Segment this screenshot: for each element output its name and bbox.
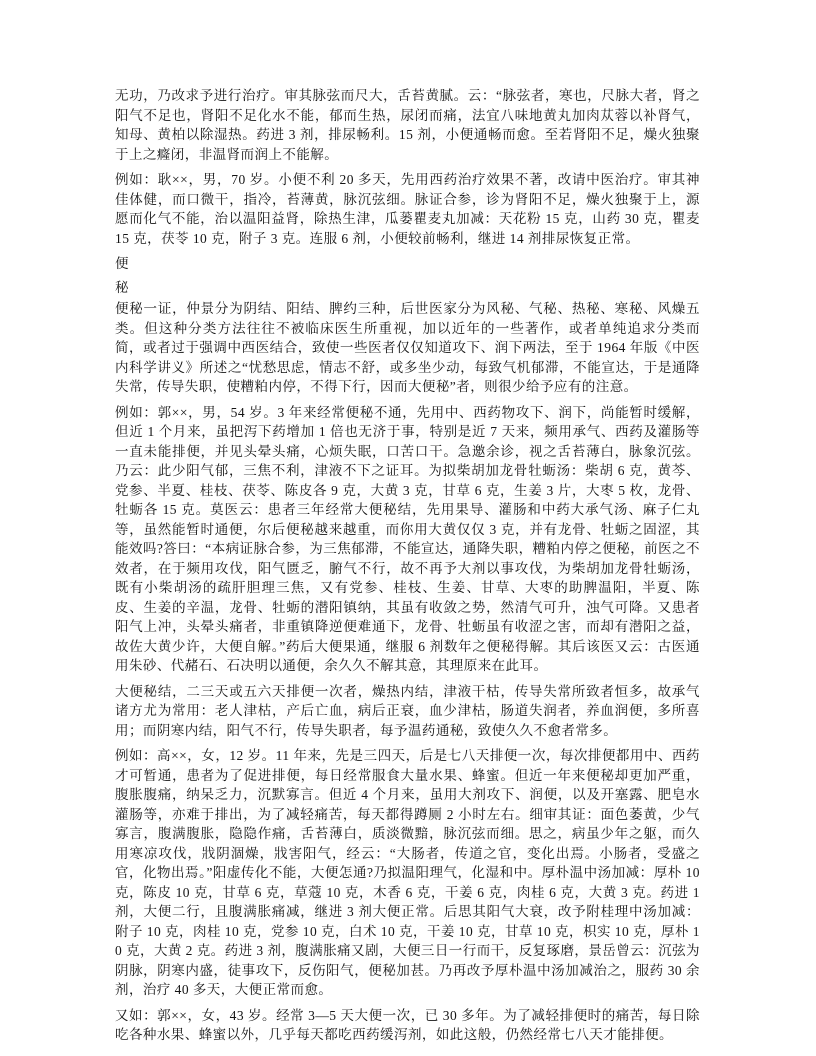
paragraph-constipation-intro: 便秘一证，仲景分为阴结、阳结、脾约三种，后世医家分为风秘、气秘、热秘、寒秘、风燥五类。但这种分类方法往往不被临床医生所重视，加以近年的一些著作，或者单纯追求分类而简，或者过于强调中西医结合，致使一些医者仅仅知道攻下、润下两法，至于 1964 年版《中医内科学讲义》所述之“忧愁思虑，情志不舒，或多坐少动，每致气机郁滞，不能宣达，于是通降失常，传导失职，使糟粕内停，不得下行，因而大便秘”者，则很少给予应有的注意。 — [115, 301, 700, 394]
paragraph-constipation-discussion: 大便秘结，二三天或五六天排便一次者，燥热内结，津液干枯，传导失常所致者恒多，故承气诸方尤为常用：老人津枯，产后亡血，病后正衰，血少津枯，肠道失润者，养血润便，多所喜用；而阴寒内结，阳气不行，传导失职者，每予温药通秘，致使久久不愈者常多。 — [115, 683, 700, 738]
paragraph-case-geng: 例如：耿××，男，70 岁。小便不利 20 多天，先用西药治疗效果不著，改请中医治疗。审其神佳体健，而口微干，指冷，苔薄黄，脉沉弦细。脉证合参，诊为肾阳不足，燥火独聚于上，源愿而化气不能，治以温阳益肾，除热生津，瓜蒌瞿麦丸加减：天花粉 15 克，山药 30 克，瞿麦 15 克，茯苓 10 克，附子 3 克。连服 6 剂，小便较前畅利，继进 14 剂排尿恢复正常。 — [115, 172, 700, 246]
paragraph-urinary-case-conclusion: 无功，乃改求予进行治疗。审其脉弦而尺大，舌苔黄腻。云：“脉弦者，寒也，尺脉大者，肾之阳气不足也，肾阳不足化水不能，郁而生热，尿闭而痛，法宜八味地黄丸加肉苁蓉以补肾气，知母、黄柏以除湿热。药进 3 剂，排尿畅利。15 剂，小便通畅而愈。至若肾阳不足，燥火独聚于上之癃闭，非温肾而润上不能解。 — [115, 88, 700, 162]
paragraph-case-gao: 例如：高××，女，12 岁。11 年来，先是三四天，后是七八天排便一次，每次排便都用中、西药才可暂通，患者为了促进排便，每日经常服食大量水果、蜂蜜。但近一年来便秘却更加严重，腹胀腹痛，纳呆乏力，沉默寡言。但近 4 个月来，虽用大剂攻下、润便，以及开塞露、肥皂水灌肠等，亦难于排出，为了减轻痛苦，每天都得蹲厕 2 小时左右。细审其证：面色萎黄，少气寡言，腹满腹胀，隐隐作痛，舌苔薄白，质淡微黯，脉沉弦而细。思之，病虽少年之躯，而久用寒凉攻伐，戕阴涸燥，戕害阳气，经云：“大肠者，传道之官，变化出焉。小肠者，受盛之官，化物出焉。”阳虚传化不能，大便怎通?乃拟温阳理气，化湿和中。厚朴温中汤加减：厚朴 10 克，陈皮 10 克，甘草 6 克，草蔻 10 克，木香 6 克，干姜 6 克，肉桂 6 克，大黄 3 克。药进 1 剂，大便二行，且腹满胀痛减，继进 3 剂大便正常。后思其阳气大衰，改予附桂理中汤加减：附子 10 克，肉桂 10 克，党参 10 克，白术 10 克，干姜 10 克，甘草 10 克，枳实 10 克，厚朴 10 克，大黄 2 克。药进 3 剂，腹满胀痛又剧，大便三日一行而干，反复琢磨，景岳曾云：沉弦为阴脉，阴寒内盛，徒事攻下，反伤阳气，便秘加甚。乃再改予厚朴温中汤加减治之，服药 30 余剂，治疗 40 多天，大便正常而愈。 — [115, 748, 700, 997]
chapter-heading-char-2: 秘 — [115, 279, 129, 295]
chapter-heading-char-1: 便 — [115, 256, 129, 271]
paragraph-case-guo-female: 又如：郭××，女，43 岁。经常 3—5 天大便一次，已 30 多年。为了减轻排便时的痛苦，每日除吃各种水果、蜂蜜以外，几乎每天都吃西药缓泻剂，如此这般，仍然经常七八天才能排便。 — [115, 1007, 700, 1042]
paragraph-case-guo-male: 例如：郭××，男，54 岁。3 年来经常便秘不通，先用中、西药物攻下、润下，尚能暂时缓解，但近 1 个月来，虽把泻下药增加 1 倍也无济于事，特别是近 7 天来，频用承气、西药及灌肠等一直未能排便，并见头晕头痛，心烦失眠，口苦口干。急邀余诊，视之舌苔薄白，脉象沉弦。乃云：此少阳气郁，三焦不利，津液不下之证耳。为拟柴胡加龙骨牡蛎汤：柴胡 6 克，黄芩、党参、半夏、桂枝、茯苓、陈皮各 9 克，大黄 3 克，甘草 6 克，生姜 3 片，大枣 5 枚，龙骨、牡蛎各 15 克。莫医云：患者三年经常大便秘结，先用果导、灌肠和中药大承气汤、麻子仁丸等，虽然能暂时通便，尔后便秘越来越重，而你用大黄仅仅 3 克，并有龙骨、牡蛎之固涩，其能效吗?答曰：“本病证脉合参，为三焦郁滞，不能宣达，通降失职，糟粕内停之便秘，前医之不效者，在于频用攻伐，阳气匮乏，腑气不行，故不再予大剂以事攻伐，为柴胡加龙骨牡蛎汤，既有小柴胡汤的疏肝胆理三焦，又有党参、桂枝、生姜、甘草、大枣的助脾温阳，半夏、陈皮、生姜的辛温，龙骨、牡蛎的潜阳镇纳，其虽有收敛之势，然清气可升，浊气可降。又患者阳气上冲，头晕头痛者，非重镇降逆便难通下，龙骨、牡蛎虽有收涩之害，而却有潜阳之益，故佐大黄少许，大便自解。”药后大便果通，继服 6 剂数年之便秘得解。其后该医又云：古医通用朱砂、代赭石、石决明以通便，余久久不解其意，其理原来在此耳。 — [115, 404, 700, 673]
